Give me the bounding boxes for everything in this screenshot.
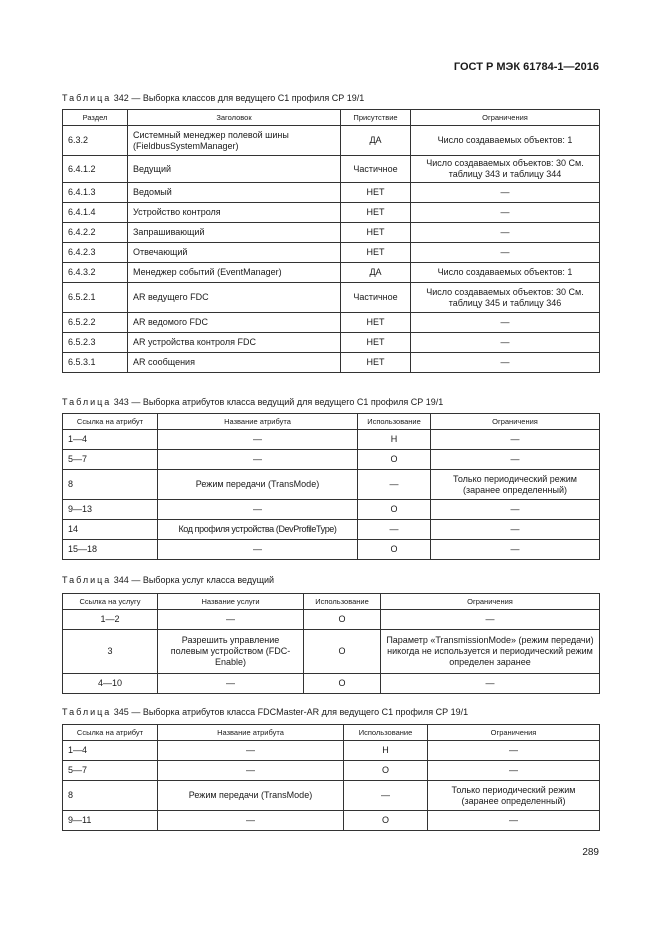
column-header: Использование [344, 725, 428, 741]
column-header: Ограничения [428, 725, 600, 741]
table-cell: Число создаваемых объектов: 1 [411, 263, 600, 283]
table-cell: 5—7 [63, 761, 158, 781]
table-cell: Н [358, 430, 431, 450]
table-row [63, 333, 600, 353]
table-cell: 1—2 [63, 610, 158, 630]
table-cell: — [158, 811, 344, 831]
table-row [63, 126, 600, 156]
table-cell: — [411, 183, 600, 203]
table-cell: — [431, 500, 600, 520]
column-header: Название услуги [158, 594, 304, 610]
table-cell: НЕТ [341, 223, 411, 243]
table-cell: 8 [63, 470, 158, 500]
table-cell: — [431, 450, 600, 470]
caption-label: Таблица [62, 397, 112, 407]
table-cell: Код профиля устройства (DevProfileType) [158, 520, 358, 540]
table-cell: 6.4.3.2 [63, 263, 128, 283]
caption-text: 344 — Выборка услуг класса ведущий [111, 575, 275, 585]
table-cell: 6.5.3.1 [63, 353, 128, 373]
table-row [63, 761, 600, 781]
table-cell: 9—13 [63, 500, 158, 520]
column-header: Название атрибута [158, 725, 344, 741]
table-row [63, 283, 600, 313]
table-cell: Разрешить управление полевым устройством (FDC-Enable) [158, 630, 304, 674]
table-cell: 5—7 [63, 450, 158, 470]
table-cell: AR сообщения [128, 353, 341, 373]
table-cell: — [431, 540, 600, 560]
table-cell: Ведомый [128, 183, 341, 203]
table-cell: 4—10 [63, 674, 158, 694]
table-cell: 6.5.2.3 [63, 333, 128, 353]
table-row [63, 263, 600, 283]
column-header: Использование [304, 594, 381, 610]
table-cell: — [358, 520, 431, 540]
table-344 [62, 593, 600, 694]
column-header: Присутствие [341, 110, 411, 126]
caption-label: Таблица [62, 93, 112, 103]
column-header: Использование [358, 414, 431, 430]
table-row [63, 353, 600, 373]
table-cell: 1—4 [63, 430, 158, 450]
table-cell: Параметр «TransmissionMode» (режим передачи) никогда не используется и периодический режим определен заранее [381, 630, 600, 674]
table-cell: 14 [63, 520, 158, 540]
table-cell: 3 [63, 630, 158, 674]
table-cell: Менеджер событий (EventManager) [128, 263, 341, 283]
column-header: Ссылка на атрибут [63, 725, 158, 741]
table-cell: О [358, 500, 431, 520]
table-cell: 6.4.2.3 [63, 243, 128, 263]
table-cell: — [411, 243, 600, 263]
table-343-caption [62, 397, 443, 407]
table-cell: 6.4.2.2 [63, 223, 128, 243]
table-cell: — [158, 450, 358, 470]
table-cell: НЕТ [341, 183, 411, 203]
table-row [63, 450, 600, 470]
table-cell: — [344, 781, 428, 811]
table-cell: — [428, 761, 600, 781]
table-cell: — [428, 811, 600, 831]
table-cell: 15—18 [63, 540, 158, 560]
table-cell: Число создаваемых объектов: 1 [411, 126, 600, 156]
table-cell: НЕТ [341, 243, 411, 263]
table-row [63, 500, 600, 520]
table-cell: ДА [341, 263, 411, 283]
table-cell: ДА [341, 126, 411, 156]
table-cell: НЕТ [341, 353, 411, 373]
table-cell: AR ведомого FDC [128, 313, 341, 333]
table-cell: — [411, 313, 600, 333]
table-row [63, 203, 600, 223]
column-header: Ссылка на услугу [63, 594, 158, 610]
column-header: Ограничения [431, 414, 600, 430]
table-cell: — [431, 430, 600, 450]
table-344-caption [62, 575, 274, 585]
table-cell: Отвечающий [128, 243, 341, 263]
table-cell: — [158, 741, 344, 761]
table-cell: Запрашивающий [128, 223, 341, 243]
table-cell: — [158, 540, 358, 560]
table-row [63, 781, 600, 811]
table-cell: — [158, 500, 358, 520]
table-cell: Только периодический режим (заранее определенный) [428, 781, 600, 811]
table-cell: Режим передачи (TransMode) [158, 781, 344, 811]
table-345 [62, 724, 600, 831]
table-cell: 6.4.1.2 [63, 156, 128, 183]
table-cell: — [411, 223, 600, 243]
column-header: Ссылка на атрибут [63, 414, 158, 430]
table-cell: О [358, 540, 431, 560]
table-cell: 6.5.2.1 [63, 283, 128, 313]
table-cell: Н [344, 741, 428, 761]
page-number: 289 [582, 847, 599, 858]
table-row [63, 520, 600, 540]
table-cell: Только периодический режим (заранее определенный) [431, 470, 600, 500]
table-cell: НЕТ [341, 333, 411, 353]
table-cell: — [411, 353, 600, 373]
table-345-caption [62, 707, 468, 717]
table-cell: Частичное [341, 156, 411, 183]
table-row [63, 674, 600, 694]
table-cell: 9—11 [63, 811, 158, 831]
table-cell: — [411, 203, 600, 223]
column-header: Ограничения [411, 110, 600, 126]
table-row [63, 243, 600, 263]
table-cell: — [158, 430, 358, 450]
column-header: Ограничения [381, 594, 600, 610]
table-cell: — [358, 470, 431, 500]
table-cell: О [344, 811, 428, 831]
table-row [63, 156, 600, 183]
table-342 [62, 109, 600, 373]
table-cell: О [358, 450, 431, 470]
table-row [63, 540, 600, 560]
caption-text: 343 — Выборка атрибутов класса ведущий для ведущего С1 профиля СР 19/1 [111, 397, 444, 407]
table-cell: О [304, 630, 381, 674]
caption-text: 345 — Выборка атрибутов класса FDCMaster-AR для ведущего С1 профиля СР 19/1 [111, 707, 469, 717]
table-cell: Ведущий [128, 156, 341, 183]
table-cell: Число создаваемых объектов: 30 См. таблицу 343 и таблицу 344 [411, 156, 600, 183]
table-cell: Частичное [341, 283, 411, 313]
caption-label: Таблица [62, 575, 112, 585]
table-row [63, 610, 600, 630]
table-cell: 6.3.2 [63, 126, 128, 156]
table-cell: 6.4.1.3 [63, 183, 128, 203]
table-cell: Устройство контроля [128, 203, 341, 223]
table-342-caption [62, 93, 364, 103]
table-cell: — [428, 741, 600, 761]
table-cell: НЕТ [341, 313, 411, 333]
table-cell: AR устройства контроля FDC [128, 333, 341, 353]
table-343 [62, 413, 600, 560]
table-cell: Режим передачи (TransMode) [158, 470, 358, 500]
table-cell: — [158, 761, 344, 781]
table-cell: О [344, 761, 428, 781]
table-cell: О [304, 674, 381, 694]
table-row [63, 811, 600, 831]
column-header: Название атрибута [158, 414, 358, 430]
table-cell: О [304, 610, 381, 630]
table-cell: Системный менеджер полевой шины (FieldbusSystemManager) [128, 126, 341, 156]
table-cell: 6.4.1.4 [63, 203, 128, 223]
table-cell: НЕТ [341, 203, 411, 223]
table-cell: — [381, 674, 600, 694]
table-row [63, 430, 600, 450]
table-cell: — [158, 674, 304, 694]
table-cell: — [381, 610, 600, 630]
caption-label: Таблица [62, 707, 112, 717]
table-cell: 1—4 [63, 741, 158, 761]
table-cell: — [431, 520, 600, 540]
table-cell: — [158, 610, 304, 630]
table-row [63, 313, 600, 333]
column-header: Заголовок [128, 110, 341, 126]
table-row [63, 741, 600, 761]
table-row [63, 630, 600, 674]
table-cell: 6.5.2.2 [63, 313, 128, 333]
table-row [63, 223, 600, 243]
table-cell: 8 [63, 781, 158, 811]
table-row [63, 470, 600, 500]
column-header: Раздел [63, 110, 128, 126]
table-cell: AR ведущего FDC [128, 283, 341, 313]
table-cell: Число создаваемых объектов: 30 См. таблицу 345 и таблицу 346 [411, 283, 600, 313]
caption-text: 342 — Выборка классов для ведущего С1 профиля СР 19/1 [111, 93, 365, 103]
table-row [63, 183, 600, 203]
table-cell: — [411, 333, 600, 353]
document-standard-header: ГОСТ Р МЭК 61784-1—2016 [453, 61, 599, 73]
